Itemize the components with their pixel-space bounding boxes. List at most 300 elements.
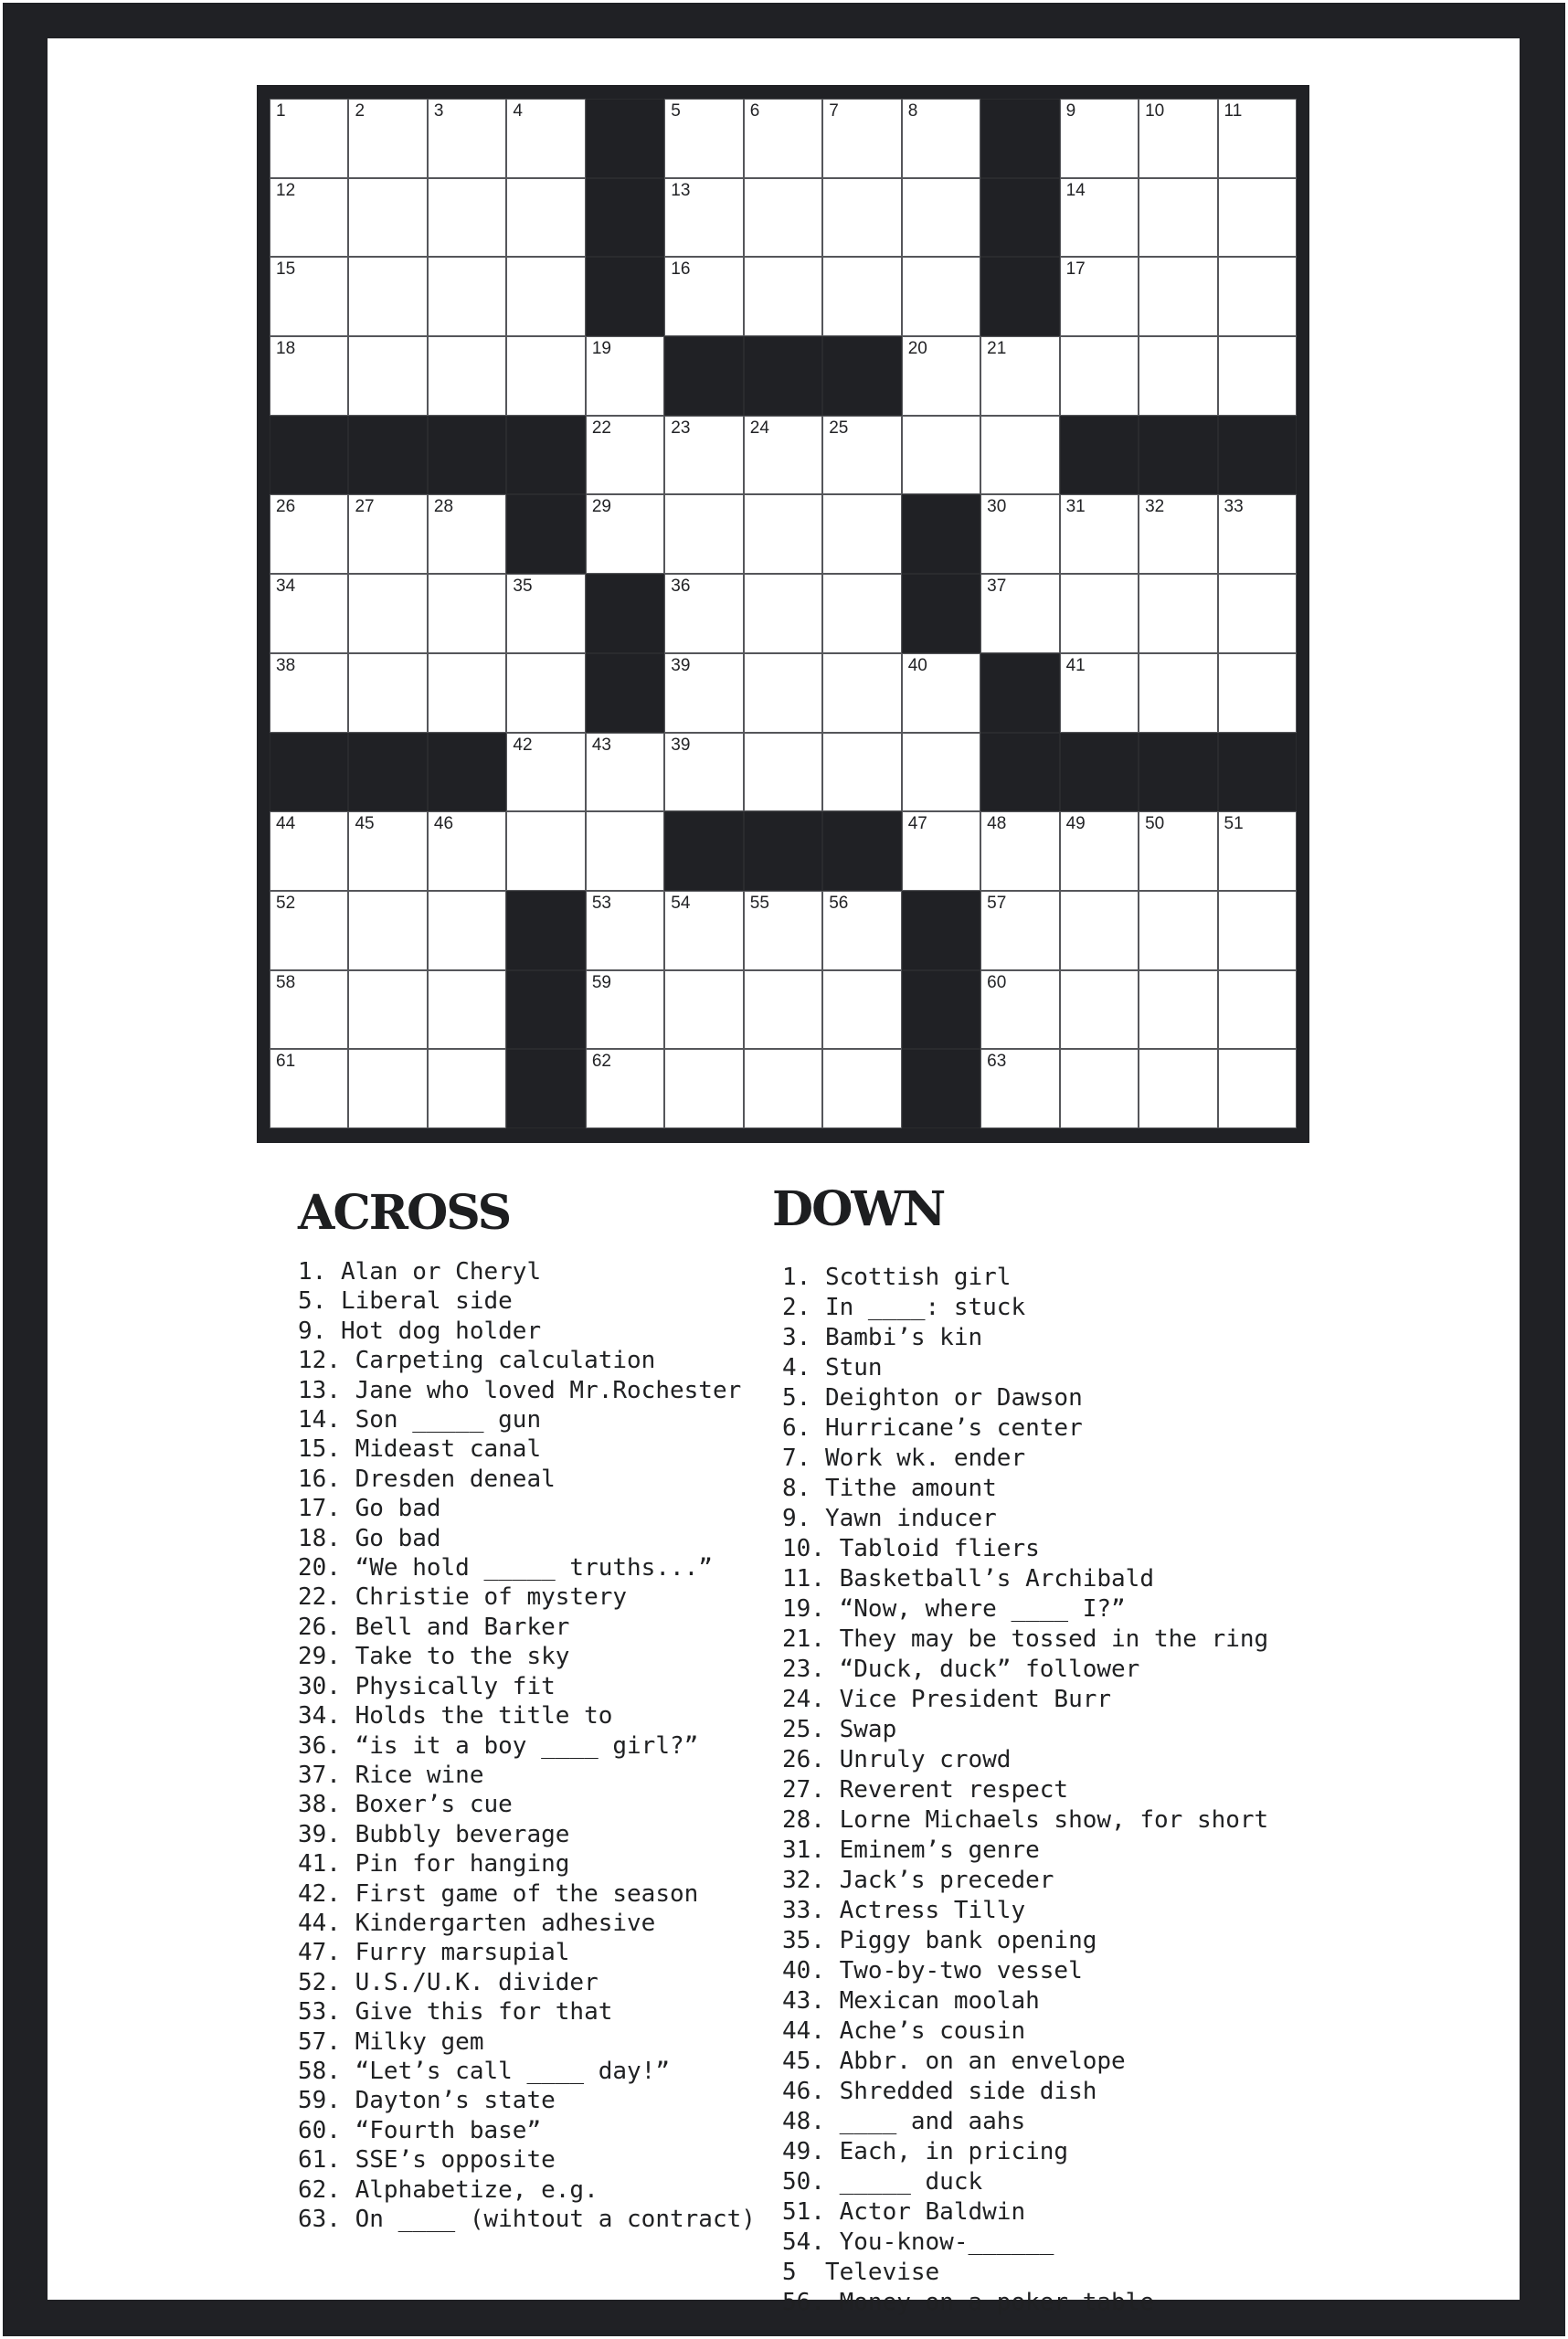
grid-cell[interactable] — [348, 99, 427, 178]
grid-cell[interactable] — [1139, 811, 1217, 891]
grid-cell[interactable] — [980, 574, 1059, 653]
cell-number: 23 — [671, 418, 691, 438]
grid-cell[interactable] — [664, 891, 743, 970]
clue-item: 37. Rice wine — [298, 1761, 484, 1789]
clue-item: 10. Tabloid fliers — [782, 1535, 1040, 1562]
clue-item: 54. You-know-______ — [782, 2228, 1054, 2256]
grid-cell[interactable] — [980, 811, 1059, 891]
cell-number: 57 — [987, 893, 1007, 913]
cell-number: 47 — [907, 814, 927, 834]
grid-cell[interactable] — [902, 733, 980, 812]
clue-item: 44. Ache’s cousin — [782, 2017, 1026, 2045]
grid-cell-black — [506, 494, 585, 574]
grid-cell[interactable] — [1139, 257, 1217, 336]
clue-item: 16. Dresden deneal — [298, 1465, 556, 1493]
grid-cell-black — [586, 257, 664, 336]
grid-cell[interactable] — [822, 733, 901, 812]
grid-cell[interactable] — [744, 416, 822, 495]
cell-number: 25 — [829, 418, 849, 438]
grid-cell[interactable] — [586, 891, 664, 970]
cell-number: 28 — [433, 497, 454, 517]
cell-number: 58 — [276, 972, 296, 992]
grid-cell[interactable] — [664, 99, 743, 178]
grid-cell[interactable] — [428, 494, 506, 574]
grid-cell[interactable] — [270, 99, 348, 178]
cell-number: 42 — [513, 735, 533, 755]
grid-cell[interactable] — [902, 416, 980, 495]
grid-cell[interactable] — [506, 336, 585, 416]
clue-item: 17. Go bad — [298, 1495, 441, 1523]
grid-cell[interactable] — [1060, 99, 1139, 178]
cell-number: 1 — [276, 101, 286, 121]
grid-cell[interactable] — [270, 891, 348, 970]
clue-item: 48. ____ and aahs — [782, 2108, 1026, 2135]
grid-cell-black — [902, 574, 980, 653]
clue-item: 61. SSE’s opposite — [298, 2146, 556, 2175]
clue-item: 26. Bell and Barker — [298, 1613, 570, 1641]
grid-cell[interactable] — [744, 99, 822, 178]
grid-cell-black — [902, 891, 980, 970]
cell-number: 50 — [1145, 814, 1165, 834]
cell-number: 4 — [513, 101, 523, 121]
cell-number: 20 — [907, 339, 927, 359]
grid-cell[interactable] — [506, 653, 585, 733]
grid-cell[interactable] — [744, 891, 822, 970]
grid-cell[interactable] — [1218, 1049, 1297, 1128]
grid-cell[interactable] — [822, 257, 901, 336]
clue-item: 27. Reverent respect — [782, 1776, 1069, 1804]
grid-cell[interactable] — [270, 178, 348, 258]
grid-cell[interactable] — [348, 257, 427, 336]
cell-number: 13 — [671, 180, 691, 200]
cell-number: 55 — [749, 893, 769, 913]
clue-item: 57. Milky gem — [298, 2027, 484, 2056]
grid-cell[interactable] — [822, 1049, 901, 1128]
grid-cell-black — [1139, 733, 1217, 812]
grid-cell[interactable] — [586, 811, 664, 891]
cell-number: 45 — [355, 814, 375, 834]
cell-number: 9 — [1065, 101, 1076, 121]
grid-cell[interactable] — [428, 257, 506, 336]
grid-cell[interactable] — [1060, 1049, 1139, 1128]
clue-item: 5. Deighton or Dawson — [782, 1384, 1083, 1412]
cell-number: 40 — [907, 655, 927, 675]
grid-cell[interactable] — [506, 99, 585, 178]
cell-number: 22 — [591, 418, 611, 438]
grid-cell[interactable] — [428, 970, 506, 1050]
across-heading: ACROSS — [298, 1185, 511, 1241]
grid-cell[interactable] — [1139, 336, 1217, 416]
grid-cell[interactable] — [348, 178, 427, 258]
cell-number: 29 — [591, 497, 611, 517]
grid-cell-black — [1218, 733, 1297, 812]
clue-item: 26. Unruly crowd — [782, 1746, 1012, 1773]
clue-item: 44. Kindergarten adhesive — [298, 1909, 656, 1937]
grid-cell-black — [348, 416, 427, 495]
clue-item: 43. Mexican moolah — [782, 1987, 1040, 2015]
clue-item: 45. Abbr. on an envelope — [782, 2048, 1126, 2075]
grid-cell[interactable] — [744, 653, 822, 733]
cell-number: 30 — [987, 497, 1007, 517]
grid-cell[interactable] — [664, 653, 743, 733]
grid-cell[interactable] — [744, 1049, 822, 1128]
cell-number: 2 — [355, 101, 366, 121]
cell-number: 37 — [987, 577, 1007, 597]
grid-cell-black — [664, 811, 743, 891]
grid-cell[interactable] — [348, 653, 427, 733]
cell-number: 38 — [276, 655, 296, 675]
grid-cell[interactable] — [1139, 891, 1217, 970]
grid-cell[interactable] — [1218, 653, 1297, 733]
grid-cell[interactable] — [822, 416, 901, 495]
clue-item: 25. Swap — [782, 1716, 897, 1743]
grid-cell[interactable] — [902, 653, 980, 733]
grid-cell[interactable] — [586, 733, 664, 812]
clue-item: 60. “Fourth base” — [298, 2116, 542, 2144]
grid-cell[interactable] — [822, 970, 901, 1050]
grid-cell[interactable] — [1060, 494, 1139, 574]
across-clue-list — [298, 1257, 756, 2234]
clue-item: 5 Televise — [782, 2259, 940, 2286]
grid-cell[interactable] — [822, 653, 901, 733]
grid-cell[interactable] — [348, 574, 427, 653]
grid-cell[interactable] — [586, 416, 664, 495]
grid-cell[interactable] — [1060, 891, 1139, 970]
grid-cell[interactable] — [428, 1049, 506, 1128]
grid-cell-black — [1060, 416, 1139, 495]
clue-item: 36. “is it a boy ____ girl?” — [298, 1731, 699, 1760]
grid-cell-black — [664, 336, 743, 416]
clue-item: 1. Alan or Cheryl — [298, 1258, 542, 1286]
grid-cell[interactable] — [270, 811, 348, 891]
cell-number: 56 — [829, 893, 849, 913]
grid-cell[interactable] — [506, 733, 585, 812]
clue-item: 33. Actress Tilly — [782, 1897, 1026, 1924]
grid-cell[interactable] — [428, 574, 506, 653]
cell-number: 31 — [1065, 497, 1086, 517]
grid-cell[interactable] — [270, 257, 348, 336]
grid-cell-black — [586, 99, 664, 178]
clue-item: 18. Go bad — [298, 1524, 441, 1552]
cell-number: 24 — [749, 418, 769, 438]
grid-cell[interactable] — [744, 494, 822, 574]
cell-number: 19 — [591, 339, 611, 359]
cell-number: 18 — [276, 339, 296, 359]
clue-item: 46. Shredded side dish — [782, 2078, 1097, 2105]
cell-number: 10 — [1145, 101, 1165, 121]
grid-cell[interactable] — [1218, 99, 1297, 178]
clue-item: 56. Money on a poker table — [782, 2289, 1154, 2316]
clue-item: 11. Basketball’s Archibald — [782, 1565, 1154, 1593]
cell-number: 63 — [987, 1052, 1007, 1072]
grid-cell-black — [270, 416, 348, 495]
clue-item: 13. Jane who loved Mr.Rochester — [298, 1376, 742, 1404]
grid-cell[interactable] — [1218, 178, 1297, 258]
clue-item: 24. Vice President Burr — [782, 1686, 1112, 1713]
grid-cell-black — [1218, 416, 1297, 495]
clue-item: 19. “Now, where ____ I?” — [782, 1595, 1126, 1623]
grid-cell[interactable] — [822, 574, 901, 653]
grid-cell-black — [980, 257, 1059, 336]
grid-cell-black — [744, 336, 822, 416]
grid-cell[interactable] — [1139, 99, 1217, 178]
grid-cell-black — [506, 891, 585, 970]
cell-number: 36 — [671, 577, 691, 597]
grid-cell[interactable] — [1218, 891, 1297, 970]
clue-item: 12. Carpeting calculation — [298, 1347, 656, 1375]
grid-cell[interactable] — [428, 178, 506, 258]
grid-cell[interactable] — [1139, 178, 1217, 258]
down-heading: DOWN — [772, 1181, 945, 1237]
grid-cell-black — [902, 1049, 980, 1128]
grid-cell[interactable] — [1218, 970, 1297, 1050]
clue-item: 1. Scottish girl — [782, 1264, 1012, 1291]
clue-item: 52. U.S./U.K. divider — [298, 1968, 599, 1996]
grid-cell[interactable] — [1060, 970, 1139, 1050]
grid-cell[interactable] — [1139, 494, 1217, 574]
cell-number: 61 — [276, 1052, 296, 1072]
clue-item: 14. Son _____ gun — [298, 1406, 542, 1434]
grid-cell[interactable] — [1218, 494, 1297, 574]
cell-number: 17 — [1065, 259, 1086, 280]
grid-cell[interactable] — [270, 653, 348, 733]
grid-cell-black — [980, 178, 1059, 258]
grid-cell[interactable] — [744, 733, 822, 812]
grid-cell-black — [506, 416, 585, 495]
grid-cell-black — [348, 733, 427, 812]
cell-number: 11 — [1224, 101, 1243, 121]
grid-cell[interactable] — [586, 970, 664, 1050]
grid-cell[interactable] — [1218, 574, 1297, 653]
grid-cell[interactable] — [1060, 574, 1139, 653]
grid-cell[interactable] — [348, 970, 427, 1050]
grid-cell-black — [428, 733, 506, 812]
cell-number: 53 — [591, 893, 611, 913]
grid-cell[interactable] — [664, 970, 743, 1050]
grid-cell-black — [980, 653, 1059, 733]
grid-cell[interactable] — [744, 574, 822, 653]
grid-cell[interactable] — [664, 574, 743, 653]
clue-item: 9. Hot dog holder — [298, 1317, 542, 1345]
cell-number: 7 — [829, 101, 839, 121]
grid-cell[interactable] — [428, 811, 506, 891]
grid-cell[interactable] — [270, 970, 348, 1050]
grid-cell[interactable] — [428, 891, 506, 970]
clue-item: 50. _____ duck — [782, 2168, 983, 2196]
grid-cell-black — [506, 970, 585, 1050]
grid-cell[interactable] — [1218, 336, 1297, 416]
clue-item: 31. Eminem’s genre — [782, 1836, 1040, 1864]
cell-number: 32 — [1145, 497, 1165, 517]
grid-cell-black — [586, 178, 664, 258]
grid-cell-black — [822, 336, 901, 416]
grid-cell[interactable] — [664, 257, 743, 336]
cell-number: 43 — [591, 735, 611, 755]
clue-item: 42. First game of the season — [298, 1879, 699, 1908]
clue-item: 35. Piggy bank opening — [782, 1927, 1097, 1954]
grid-cell-black — [902, 494, 980, 574]
grid-cell[interactable] — [664, 733, 743, 812]
grid-cell-black — [902, 970, 980, 1050]
clue-item: 20. “We hold _____ truths...” — [298, 1554, 713, 1582]
clue-item: 7. Work wk. ender — [782, 1445, 1026, 1472]
grid-cell[interactable] — [428, 336, 506, 416]
grid-cell-black — [1060, 733, 1139, 812]
cell-number: 59 — [591, 972, 611, 992]
grid-cell[interactable] — [902, 99, 980, 178]
cell-number: 41 — [1065, 655, 1086, 675]
cell-number: 48 — [987, 814, 1007, 834]
grid-cell-black — [744, 811, 822, 891]
grid-cell[interactable] — [664, 416, 743, 495]
grid-cell-black — [428, 416, 506, 495]
grid-cell[interactable] — [270, 336, 348, 416]
grid-cell[interactable] — [980, 336, 1059, 416]
cell-number: 60 — [987, 972, 1007, 992]
cell-number: 39 — [671, 735, 691, 755]
grid-cell[interactable] — [586, 336, 664, 416]
grid-cell[interactable] — [1060, 336, 1139, 416]
grid-cell[interactable] — [586, 1049, 664, 1128]
clue-item: 5. Liberal side — [298, 1287, 513, 1316]
crossword-panel — [257, 85, 1309, 1143]
grid-cell[interactable] — [506, 257, 585, 336]
clue-item: 47. Furry marsupial — [298, 1939, 570, 1967]
clue-item: 28. Lorne Michaels show, for short — [782, 1806, 1269, 1834]
grid-cell[interactable] — [1060, 653, 1139, 733]
cell-number: 21 — [987, 339, 1007, 359]
clue-item: 38. Boxer’s cue — [298, 1791, 513, 1819]
grid-cell-black — [980, 733, 1059, 812]
grid-cell[interactable] — [1060, 178, 1139, 258]
grid-cell[interactable] — [270, 1049, 348, 1128]
clue-item: 51. Actor Baldwin — [782, 2198, 1026, 2226]
clue-item: 21. They may be tossed in the ring — [782, 1625, 1269, 1653]
grid-cell[interactable] — [980, 891, 1059, 970]
clue-item: 41. Pin for hanging — [298, 1850, 570, 1879]
grid-cell[interactable] — [348, 811, 427, 891]
clue-item: 9. Yawn inducer — [782, 1505, 997, 1532]
grid-cell[interactable] — [980, 494, 1059, 574]
grid-cell[interactable] — [822, 494, 901, 574]
grid-cell[interactable] — [1060, 257, 1139, 336]
grid-cell[interactable] — [822, 891, 901, 970]
grid-cell[interactable] — [902, 336, 980, 416]
cell-number: 15 — [276, 259, 296, 280]
grid-cell[interactable] — [348, 1049, 427, 1128]
grid-cell[interactable] — [1139, 574, 1217, 653]
grid-cell[interactable] — [270, 574, 348, 653]
clue-item: 2. In ____: stuck — [782, 1294, 1026, 1321]
cell-number: 5 — [671, 101, 681, 121]
clue-item: 63. On ____ (wihtout a contract) — [298, 2206, 756, 2233]
grid-cell[interactable] — [1139, 653, 1217, 733]
crossword-grid — [270, 99, 1297, 1128]
cell-number: 34 — [276, 577, 296, 597]
clue-item: 8. Tithe amount — [782, 1475, 997, 1502]
grid-cell[interactable] — [980, 1049, 1059, 1128]
cell-number: 14 — [1065, 180, 1086, 200]
grid-cell[interactable] — [744, 178, 822, 258]
clue-item: 39. Bubbly beverage — [298, 1820, 570, 1848]
clue-item: 58. “Let’s call ____ day!” — [298, 2057, 670, 2085]
grid-cell-black — [1139, 416, 1217, 495]
cell-number: 51 — [1224, 814, 1244, 834]
clue-item: 30. Physically fit — [298, 1672, 556, 1700]
grid-cell[interactable] — [822, 99, 901, 178]
clue-item: 40. Two-by-two vessel — [782, 1957, 1083, 1984]
clue-item: 6. Hurricane’s center — [782, 1414, 1083, 1442]
grid-cell[interactable] — [664, 494, 743, 574]
cell-number: 12 — [276, 180, 296, 200]
cell-number: 3 — [433, 101, 444, 121]
cell-number: 27 — [355, 497, 375, 517]
grid-cell[interactable] — [980, 970, 1059, 1050]
grid-cell[interactable] — [664, 178, 743, 258]
clue-item: 32. Jack’s preceder — [782, 1867, 1054, 1894]
clue-item: 49. Each, in pricing — [782, 2138, 1069, 2165]
clue-item: 34. Holds the title to — [298, 1702, 613, 1730]
cell-number: 33 — [1224, 497, 1244, 517]
grid-cell[interactable] — [270, 494, 348, 574]
cell-number: 46 — [433, 814, 454, 834]
cell-number: 26 — [276, 497, 296, 517]
grid-cell[interactable] — [744, 970, 822, 1050]
grid-cell[interactable] — [348, 336, 427, 416]
cell-number: 54 — [671, 893, 691, 913]
grid-cell[interactable] — [506, 574, 585, 653]
cell-number: 6 — [749, 101, 760, 121]
cell-number: 39 — [671, 655, 691, 675]
clue-item: 3. Bambi’s kin — [782, 1324, 983, 1351]
grid-cell[interactable] — [902, 811, 980, 891]
cell-number: 62 — [591, 1052, 611, 1072]
grid-cell[interactable] — [980, 416, 1059, 495]
grid-cell[interactable] — [348, 891, 427, 970]
grid-cell[interactable] — [902, 178, 980, 258]
grid-cell[interactable] — [1139, 970, 1217, 1050]
grid-cell[interactable] — [428, 653, 506, 733]
down-clue-list — [782, 1263, 1268, 2318]
grid-cell[interactable] — [348, 494, 427, 574]
grid-cell[interactable] — [902, 257, 980, 336]
clue-item: 62. Alphabetize, e.g. — [298, 2175, 599, 2204]
grid-cell[interactable] — [1218, 257, 1297, 336]
grid-cell[interactable] — [1139, 1049, 1217, 1128]
grid-cell[interactable] — [586, 494, 664, 574]
grid-cell[interactable] — [506, 811, 585, 891]
cell-number: 49 — [1065, 814, 1086, 834]
cell-number: 35 — [513, 577, 533, 597]
grid-cell[interactable] — [744, 257, 822, 336]
grid-cell-black — [586, 653, 664, 733]
grid-cell-black — [822, 811, 901, 891]
grid-cell[interactable] — [1060, 811, 1139, 891]
cell-number: 52 — [276, 893, 296, 913]
cell-number: 16 — [671, 259, 691, 280]
grid-cell[interactable] — [428, 99, 506, 178]
clue-item: 22. Christie of mystery — [298, 1583, 628, 1612]
grid-cell[interactable] — [822, 178, 901, 258]
grid-cell[interactable] — [664, 1049, 743, 1128]
clue-item: 59. Dayton’s state — [298, 2087, 556, 2115]
grid-cell-black — [270, 733, 348, 812]
clue-item: 29. Take to the sky — [298, 1643, 570, 1671]
clue-item: 4. Stun — [782, 1354, 883, 1381]
grid-cell[interactable] — [506, 178, 585, 258]
grid-cell[interactable] — [1218, 811, 1297, 891]
grid-cell-black — [506, 1049, 585, 1128]
